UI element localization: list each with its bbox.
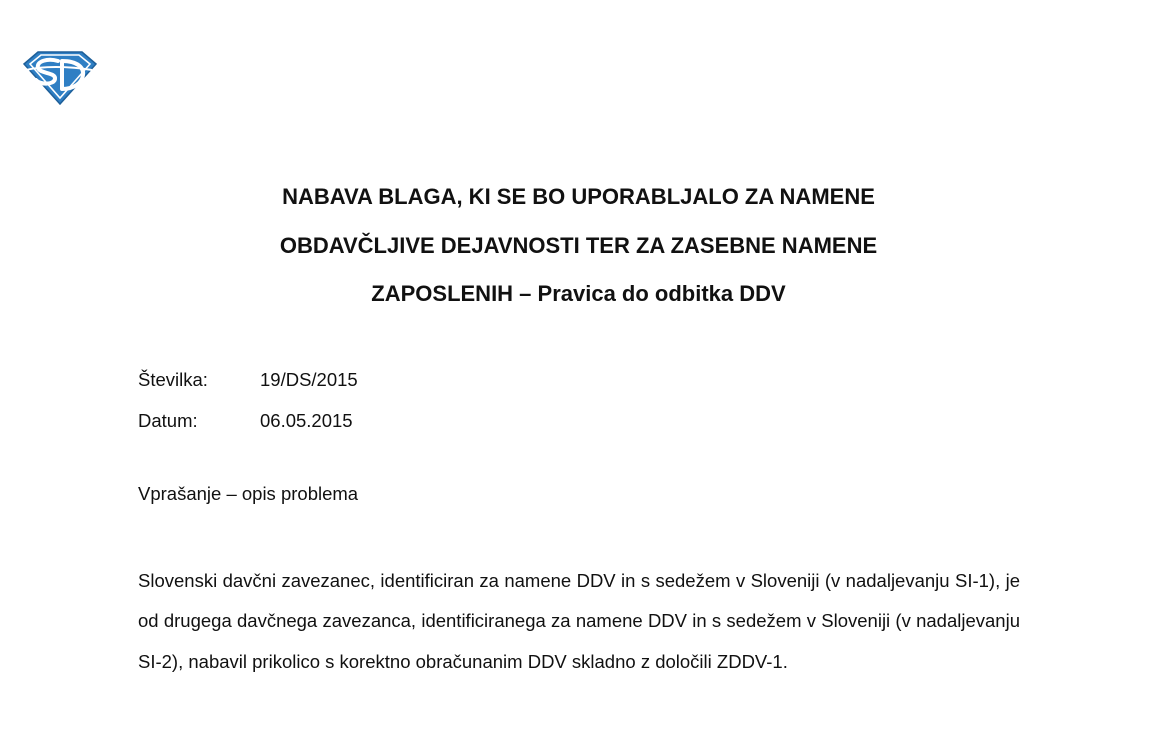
number-value: 19/DS/2015 bbox=[260, 369, 358, 390]
body-paragraph: Slovenski davčni zavezanec, identificiran za namene DDV in s sedežem v Sloveniji (v nadaljevanju SI-1), je od drugega davčnega zavezanca, identificiranega za namene DDV in s sedežem v Sloveniji (v nadaljevanju SI-2), nabavil prikolico s korektno obračunanim DDV skladno z določili ZDDV-1. bbox=[138, 570, 1020, 672]
company-logo bbox=[20, 46, 98, 106]
section-heading: Vprašanje – opis problema bbox=[138, 483, 359, 504]
title-line-1: NABAVA BLAGA, KI SE BO UPORABLJALO ZA NAMENE bbox=[282, 184, 875, 209]
number-row bbox=[138, 359, 358, 400]
document-title bbox=[0, 173, 1157, 319]
title-line-2: OBDAVČLJIVE DEJAVNOSTI TER ZA ZASEBNE NAMENE bbox=[279, 232, 878, 258]
date-label: Datum: bbox=[138, 410, 198, 431]
title-line-3: ZAPOSLENIH – Pravica do odbitka DDV bbox=[371, 281, 786, 306]
date-value: 06.05.2015 bbox=[260, 410, 353, 431]
date-row bbox=[138, 400, 358, 441]
document-meta bbox=[138, 359, 358, 441]
number-label: Številka: bbox=[138, 369, 208, 390]
